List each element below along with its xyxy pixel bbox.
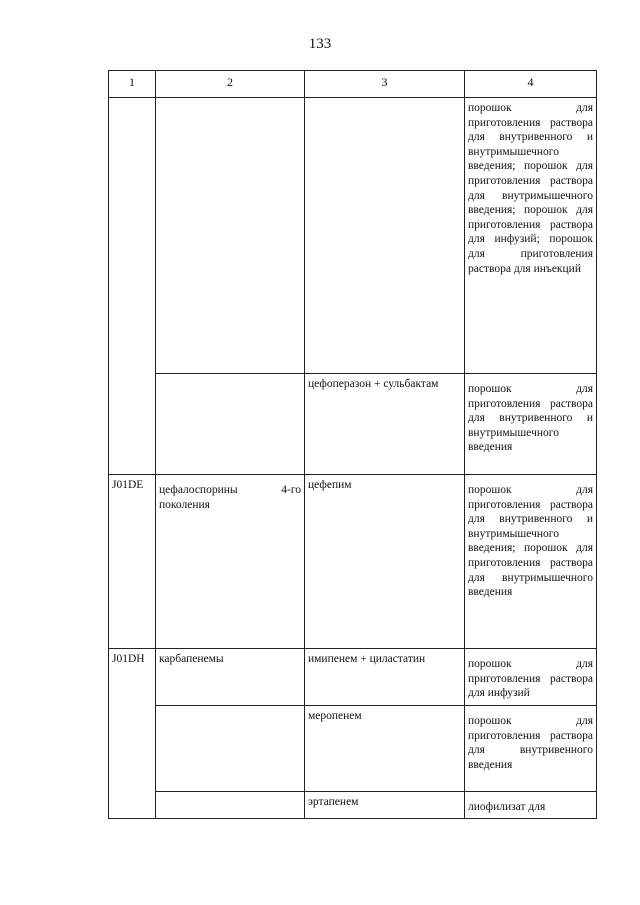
atc-code-cell: J01DE [109, 475, 156, 649]
dosage-form-cell: порошок для приготовления раствора для внутривенного введения [465, 706, 597, 792]
group-cell [156, 98, 305, 374]
table-row [109, 475, 597, 649]
atc-code-cell: J01DH [109, 649, 156, 819]
column-header-1: 1 [109, 71, 156, 98]
table-row [109, 792, 597, 819]
drug-table [108, 70, 597, 819]
table-row [109, 374, 597, 475]
table-row [109, 706, 597, 792]
column-header-4: 4 [465, 71, 597, 98]
drug-cell: эртапенем [305, 792, 465, 819]
group-cell: карбапенемы [156, 649, 305, 706]
dosage-form-cell: порошок для приготовления раствора для внутривенного и внутримышечного введения; порошок для приготовления раствора для внутримышечного введения; порошок для приготовления раствора для инфузий; порошок для приготовления раствора для инъекций [465, 98, 597, 374]
table-header-row [109, 71, 597, 98]
dosage-form-cell: порошок для приготовления раствора для внутривенного и внутримышечного введения; порошок для приготовления раствора для внутримышечного введения [465, 475, 597, 649]
column-header-3: 3 [305, 71, 465, 98]
dosage-form-cell: порошок для приготовления раствора для внутривенного и внутримышечного введения [465, 374, 597, 475]
drug-cell [305, 98, 465, 374]
table-row [109, 649, 597, 706]
page-number: 133 [308, 36, 332, 52]
group-cell [156, 374, 305, 475]
group-cell [156, 706, 305, 792]
drug-cell: меропенем [305, 706, 465, 792]
dosage-form-cell: порошок для приготовления раствора для инфузий [465, 649, 597, 706]
group-cell [156, 792, 305, 819]
atc-code-cell [109, 98, 156, 475]
drug-cell: цефепим [305, 475, 465, 649]
table-row [109, 98, 597, 374]
dosage-form-cell: лиофилизат для [465, 792, 597, 819]
column-header-2: 2 [156, 71, 305, 98]
drug-cell: цефоперазон + сульбактам [305, 374, 465, 475]
drug-cell: имипенем + циластатин [305, 649, 465, 706]
group-cell: цефалоспорины 4-го поколения [156, 475, 305, 649]
